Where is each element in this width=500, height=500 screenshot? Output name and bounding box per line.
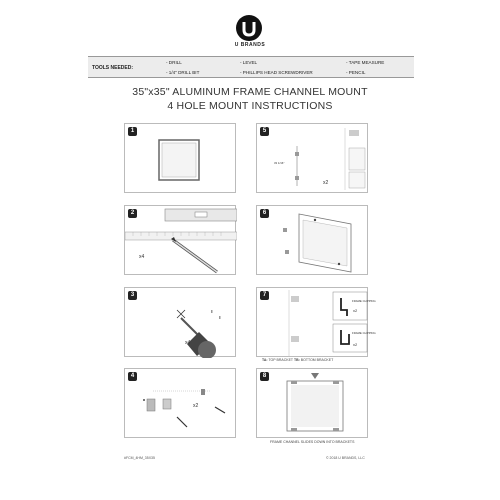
page-title-line1: 35"x35" ALUMINUM FRAME CHANNEL MOUNT [132,86,368,98]
step-7-panel [256,287,376,357]
step-4-panel [124,368,236,438]
step-number-badge: 3 [128,291,137,300]
quantity-label: x4 [139,254,145,260]
step-3-panel [124,287,236,357]
bracket-screws-illustration [125,369,237,439]
quantity-label: x2 [353,308,358,313]
drill-illustration [125,288,237,358]
tool-item: - PHILLIPS HEAD SCREWDRIVER [240,70,313,75]
page-title-line2: 4 HOLE MOUNT INSTRUCTIONS [167,100,333,112]
tools-label: TOOLS NEEDED: [92,65,134,71]
wall-frame-illustration [257,206,369,276]
quantity-label: x2 [193,403,199,409]
tool-item: - LEVEL [240,60,258,65]
u-brands-logo [235,14,263,42]
frame-clipping-label: FRAME CLIPPING [352,331,376,335]
tools-needed-bar [88,56,414,78]
step-number-badge: 8 [260,372,269,381]
step-8-caption: FRAME CHANNEL SLIDES DOWN INTO BRACKETS [270,440,355,444]
tool-item: - 1/4" DRILL BIT [166,70,200,75]
step-6-panel [256,205,368,275]
brand-name: U BRANDS [234,42,266,48]
quantity-label: x4 [185,340,191,346]
step-number-badge: 7 [260,291,269,300]
slide-down-illustration [257,369,369,439]
tool-item: - TAPE MEASURE [346,60,385,65]
caption-ta-key: TA: [262,358,268,362]
copyright: © 2018 U BRANDS, LLC [326,456,365,460]
frame-illustration [125,124,237,194]
step-number-badge: 6 [260,209,269,218]
measurement-label: 33 1/16" [274,161,285,165]
level-pencil-illustration [125,206,237,276]
step-1-panel [124,123,236,193]
caption-tb-text: BOTTOM BRACKET [299,358,334,362]
tool-item: - PENCIL [346,70,366,75]
step-8-panel [256,368,368,438]
frame-clipping-label: FRAME CLIPPING [352,299,376,303]
step-5-panel [256,123,368,193]
step-2-panel [124,205,236,275]
quantity-label: x2 [323,180,329,186]
step-number-badge: 5 [260,127,269,136]
step-number-badge: 2 [128,209,137,218]
tool-item: - DRILL [166,60,182,65]
step-number-badge: 1 [128,127,137,136]
caption-tb-key: TB: [293,358,300,362]
step-number-badge: 4 [128,372,137,381]
caption-ta-text: TOP BRACKET [267,358,293,362]
quantity-label: x2 [353,342,358,347]
product-code: #FCM_4HM_35X35 [124,456,155,460]
step-7-caption [262,358,333,362]
measure-brackets-illustration [257,124,369,194]
